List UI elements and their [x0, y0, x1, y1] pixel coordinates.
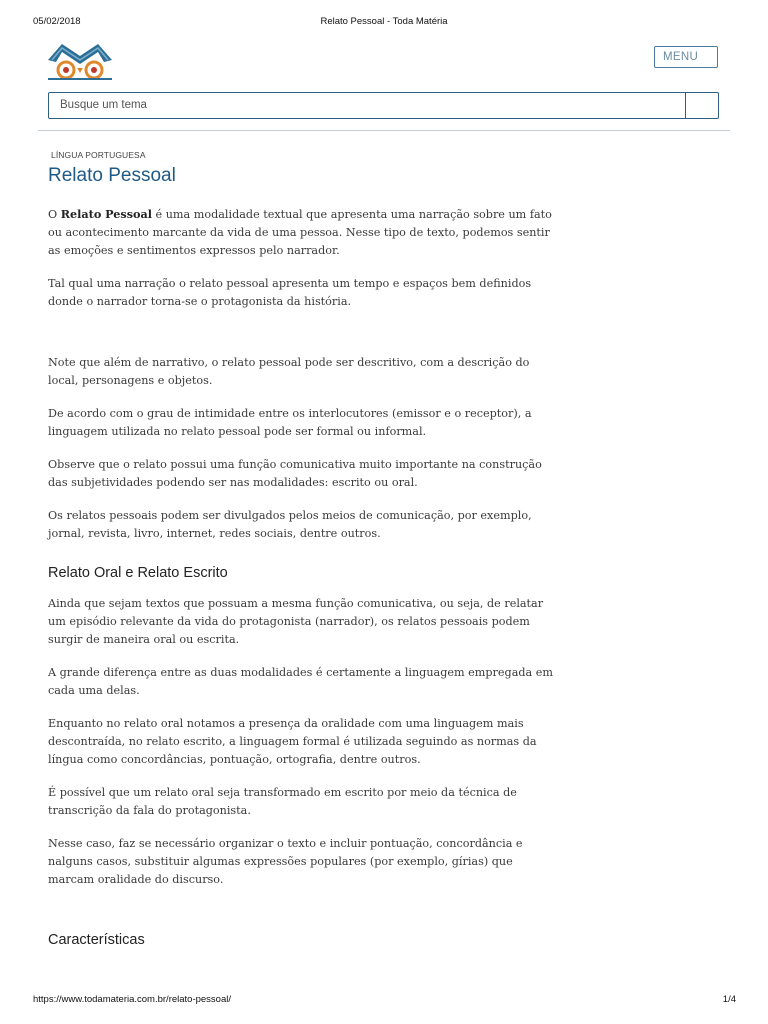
- paragraph: De acordo com o grau de intimidade entre os interlocutores (emissor e o receptor), a linguagem utilizada no relato pessoal pode ser formal ou informal.: [48, 407, 532, 438]
- paragraph: Tal qual uma narração o relato pessoal apresenta um tempo e espaços bem definidos donde o narrador torna-se o protagonista da história.: [48, 277, 532, 308]
- search-input[interactable]: Busque um tema: [60, 99, 147, 111]
- intro-text-after: é uma modalidade textual que apresenta uma narração sobre um fato ou acontecimento marcante da vida de uma pessoa. Nesse tipo de texto, podemos sentir as emoções e sentimentos expressos pelo narrador.: [48, 208, 552, 257]
- section-heading-caracteristicas: Características: [48, 932, 145, 948]
- search-bar: [48, 92, 719, 119]
- paragraph: Note que além de narrativo, o relato pessoal pode ser descritivo, com a descrição do local, personagens e objetos.: [48, 356, 530, 387]
- paragraph: Enquanto no relato oral notamos a presença da oralidade com uma linguagem mais descontraída, no relato escrito, a linguagem formal é utilizada seguindo as normas da língua como concordâncias, pontuação, ortografia, dentre outros.: [48, 717, 537, 766]
- paragraph: É possível que um relato oral seja transformado em escrito por meio da técnica de transcrição da fala do protagonista.: [48, 786, 517, 817]
- print-footer: [0, 994, 768, 1008]
- print-date: 05/02/2018: [33, 16, 81, 27]
- print-page-number: 1/4: [722, 994, 736, 1005]
- site-logo[interactable]: [46, 40, 114, 82]
- intro-text-before: O: [48, 208, 61, 221]
- header-divider: [38, 130, 730, 131]
- print-header: [0, 16, 768, 30]
- paragraph: Os relatos pessoais podem ser divulgados pelos meios de comunicação, por exemplo, jornal, revista, livro, internet, redes sociais, dentre outros.: [48, 509, 532, 540]
- paragraph: Ainda que sejam textos que possuam a mesma função comunicativa, ou seja, de relatar um episódio relevante da vida do protagonista (narrador), os relatos pessoais podem surgir de maneira oral ou escrita.: [48, 597, 544, 646]
- print-url: https://www.todamateria.com.br/relato-pessoal/: [33, 994, 232, 1005]
- owl-book-logo-icon: [46, 40, 114, 82]
- article-title: Relato Pessoal: [48, 165, 176, 186]
- paragraph: A grande diferença entre as duas modalidades é certamente a linguagem empregada em cada uma delas.: [48, 666, 553, 697]
- menu-button[interactable]: MENU: [654, 46, 718, 68]
- section-heading-relato-oral-escrito: Relato Oral e Relato Escrito: [48, 565, 228, 581]
- article-category[interactable]: LÍNGUA PORTUGUESA: [51, 150, 146, 160]
- paragraph: Nesse caso, faz se necessário organizar o texto e incluir pontuação, concordância e nalguns casos, substituir algumas expressões populares (por exemplo, gírias) que marcam oralidade do discurso.: [48, 837, 523, 886]
- intro-bold-term: Relato Pessoal: [60, 207, 152, 221]
- search-button[interactable]: [685, 93, 719, 118]
- print-page-title: Relato Pessoal - Toda Matéria: [320, 16, 448, 27]
- article-intro-paragraph: [48, 205, 558, 260]
- paragraph: Observe que o relato possui uma função comunicativa muito importante na construção das subjetividades podendo ser nas modalidades: escrito ou oral.: [48, 458, 542, 489]
- article: [48, 150, 558, 962]
